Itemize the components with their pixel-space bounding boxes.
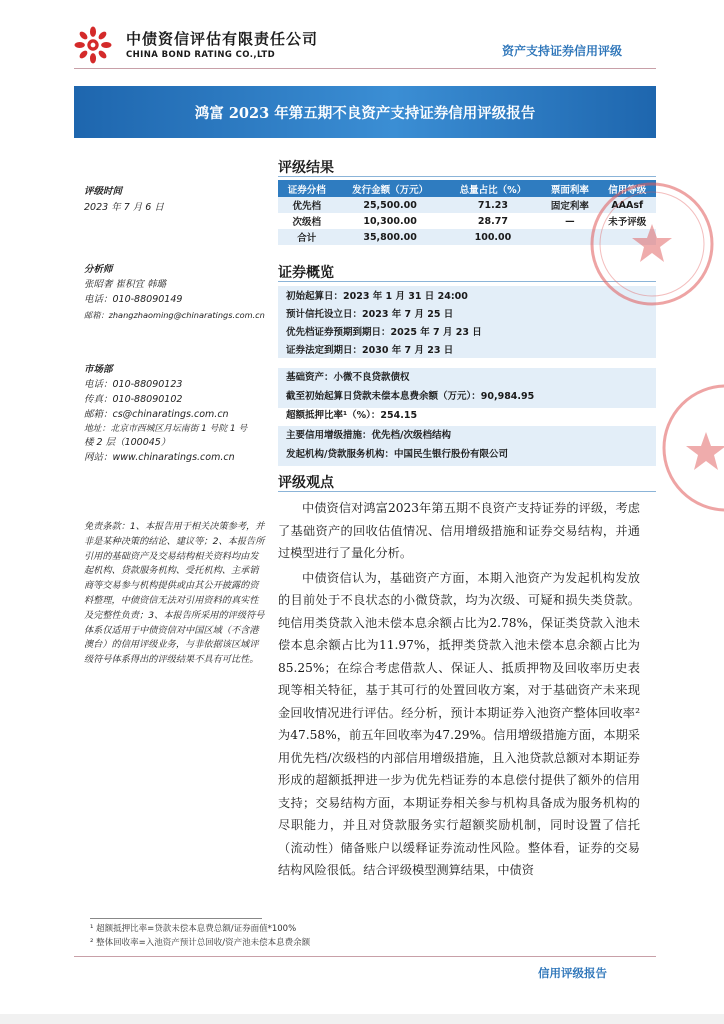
opinion-body xyxy=(278,497,640,882)
footer-divider xyxy=(74,956,656,957)
opinion-paragraph: 中债资信对鸿富2023年第五期不良资产支持证券的评级，考虑了基础资产的回收估值情况、信用增级措施和证券交易结构，并通过模型进行了量化分析。 xyxy=(278,501,640,560)
disclaimer: 免责条款：1、本报告用于相关决策参考，并非是某种决策的结论、建议等；2、本报告所引用的基础资产及交易结构相关资料均由发起机构、贷款服务机构、受托机构、主承销商等交易参与机构提供或由其公开披露的资料整理，中债资信无法对引用资料的真实性及完整性负责；3、本报告所采用的评级符号体系仅适用于中债资信对中国区域（不含港澳台）的信用评级业务，与非依据该区域评级符号体系得出的评级结果不具有可比性。 xyxy=(84,521,265,666)
page-bottom-strip xyxy=(0,1014,724,1024)
col-issue-amount: 发行金额（万元） xyxy=(335,180,444,197)
company-seal-icon xyxy=(586,178,718,310)
header-divider xyxy=(74,68,656,69)
analyst-phone: 电话：010-88090149 xyxy=(84,294,183,305)
col-credit-rating: 信用等级 xyxy=(599,180,656,197)
footnote-2: ² 整体回收率=入池资产预计总回收/资产池未偿本息费余额 xyxy=(90,938,311,948)
col-share: 总量占比（%） xyxy=(445,180,541,197)
overview-overcollateral: 超额抵押比率¹（%）：254.15 xyxy=(286,410,418,421)
overview-outstanding-balance: 截至初始起算日贷款未偿本息费余额（万元）：90,984.95 xyxy=(286,391,535,402)
overview-originator: 发起机构/贷款服务机构：中国民生银行股份有限公司 xyxy=(286,449,508,460)
cell-coupon: — xyxy=(565,215,575,227)
market-email[interactable]: 邮箱：cs@chinaratings.com.cn xyxy=(84,409,229,420)
rating-results-heading: 评级结果 xyxy=(278,160,334,176)
analyst-email[interactable]: 邮箱：zhangzhaoming@chinaratings.com.cn xyxy=(84,310,265,320)
rating-time-label: 评级时间 xyxy=(84,186,123,197)
cell-amount: 25,500.00 xyxy=(335,197,444,213)
cell-amount: 10,300.00 xyxy=(363,215,417,227)
cell-share: 100.00 xyxy=(445,229,541,245)
cell-tranche: 优先档 xyxy=(278,197,335,213)
cell-rating: 未予评级 xyxy=(608,217,647,228)
opinion-paragraph: 中债资信认为，基础资产方面，本期入池资产为发起机构发放的目前处于不良状态的小微贷款，均为次级、可疑和损失类贷款。纯信用类贷款入池未偿本息余额占比为2.78%，保证类贷款入池未偿本息余额占比为11.97%，抵押类贷款入池未偿本息余额占比为85.25%；在综合考虑借款人、保证人、抵质押物及回收率历史表现等相关特征，基于其可行的处置回收方案，对于基础资产未来现金回收情况进行评估。经分析，预计本期证券入池资产整体回收率²为47.58%，前五年回收率为47.29%。信用增级措施方面，本期采用优先档/次级档的内部信用增级措施，且入池贷款总额对本期证券形成的超额抵押进一步为优先档证券的本息偿付提供了额外的信用支持；交易结构方面，本期证券相关参与机构具备成为服务机构的尽职能力，并且对贷款服务实行超额奖励机制，同时设置了信托（流动性）储备账户以缓释证券流动性风险。整体看，证券的交易结构风险很低。结合评级模型测算结果，中债资 xyxy=(278,570,640,877)
overview-cutoff-date: 初始起算日：2023 年 1 月 31 日 24:00 xyxy=(286,291,468,302)
cell-share: 71.23 xyxy=(445,197,541,213)
cell-amount: 35,800.00 xyxy=(335,229,444,245)
overview-expected-maturity: 优先档证券预期到期日：2025 年 7 月 23 日 xyxy=(286,327,482,338)
partial-seal-icon xyxy=(656,378,724,518)
col-coupon: 票面利率 xyxy=(541,180,598,197)
footnote-1: ¹ 超额抵押比率=贷款未偿本息费总额/证券面值*100% xyxy=(90,924,297,934)
report-category: 资产支持证券信用评级 xyxy=(502,44,623,58)
overview-heading: 证券概览 xyxy=(278,265,334,281)
title-banner xyxy=(74,86,656,138)
report-title: 鸿富 2023 年第五期不良资产支持证券信用评级报告 xyxy=(194,104,536,122)
company-name-en: CHINA BOND RATING CO.,LTD xyxy=(126,50,276,60)
overview-credit-enhancement: 主要信用增级措施：优先档/次级档结构 xyxy=(286,430,451,441)
cell-tranche: 次级档 xyxy=(292,217,321,228)
col-tranche: 证券分档 xyxy=(278,180,335,197)
market-address-line2: 楼 2 层（100045） xyxy=(84,437,171,448)
overview-underlying-asset: 基础资产：小微不良贷款债权 xyxy=(286,372,410,383)
market-dept-label: 市场部 xyxy=(84,364,113,375)
footnote-divider xyxy=(90,918,262,919)
market-website[interactable]: 网站：www.chinaratings.com.cn xyxy=(84,452,235,463)
overview-legal-maturity: 证券法定到期日：2030 年 7 月 23 日 xyxy=(286,345,454,356)
analyst-names: 张昭奢 崔积宜 韩璐 xyxy=(84,279,167,290)
company-name-cn: 中债资信评估有限责任公司 xyxy=(126,30,319,48)
market-address-line1: 地址：北京市西城区月坛南街 1 号院 1 号 xyxy=(84,424,248,434)
analyst-label: 分析师 xyxy=(84,264,113,275)
footer-label: 信用评级报告 xyxy=(538,966,607,980)
cell-tranche: 合计 xyxy=(278,229,335,245)
opinion-heading: 评级观点 xyxy=(278,475,334,491)
cell-rating: AAAsf xyxy=(599,197,656,213)
overview-trust-date: 预计信托设立日：2023 年 7 月 25 日 xyxy=(286,309,454,320)
cell-coupon: 固定利率 xyxy=(541,197,598,213)
company-logo-icon xyxy=(74,26,112,64)
opinion-divider xyxy=(278,491,656,492)
rating-results-divider xyxy=(278,176,656,177)
market-phone: 电话：010-88090123 xyxy=(84,379,183,390)
cell-share: 28.77 xyxy=(477,215,508,227)
market-fax: 传真：010-88090102 xyxy=(84,394,183,405)
rating-time-value: 2023 年 7 月 6 日 xyxy=(84,202,164,213)
